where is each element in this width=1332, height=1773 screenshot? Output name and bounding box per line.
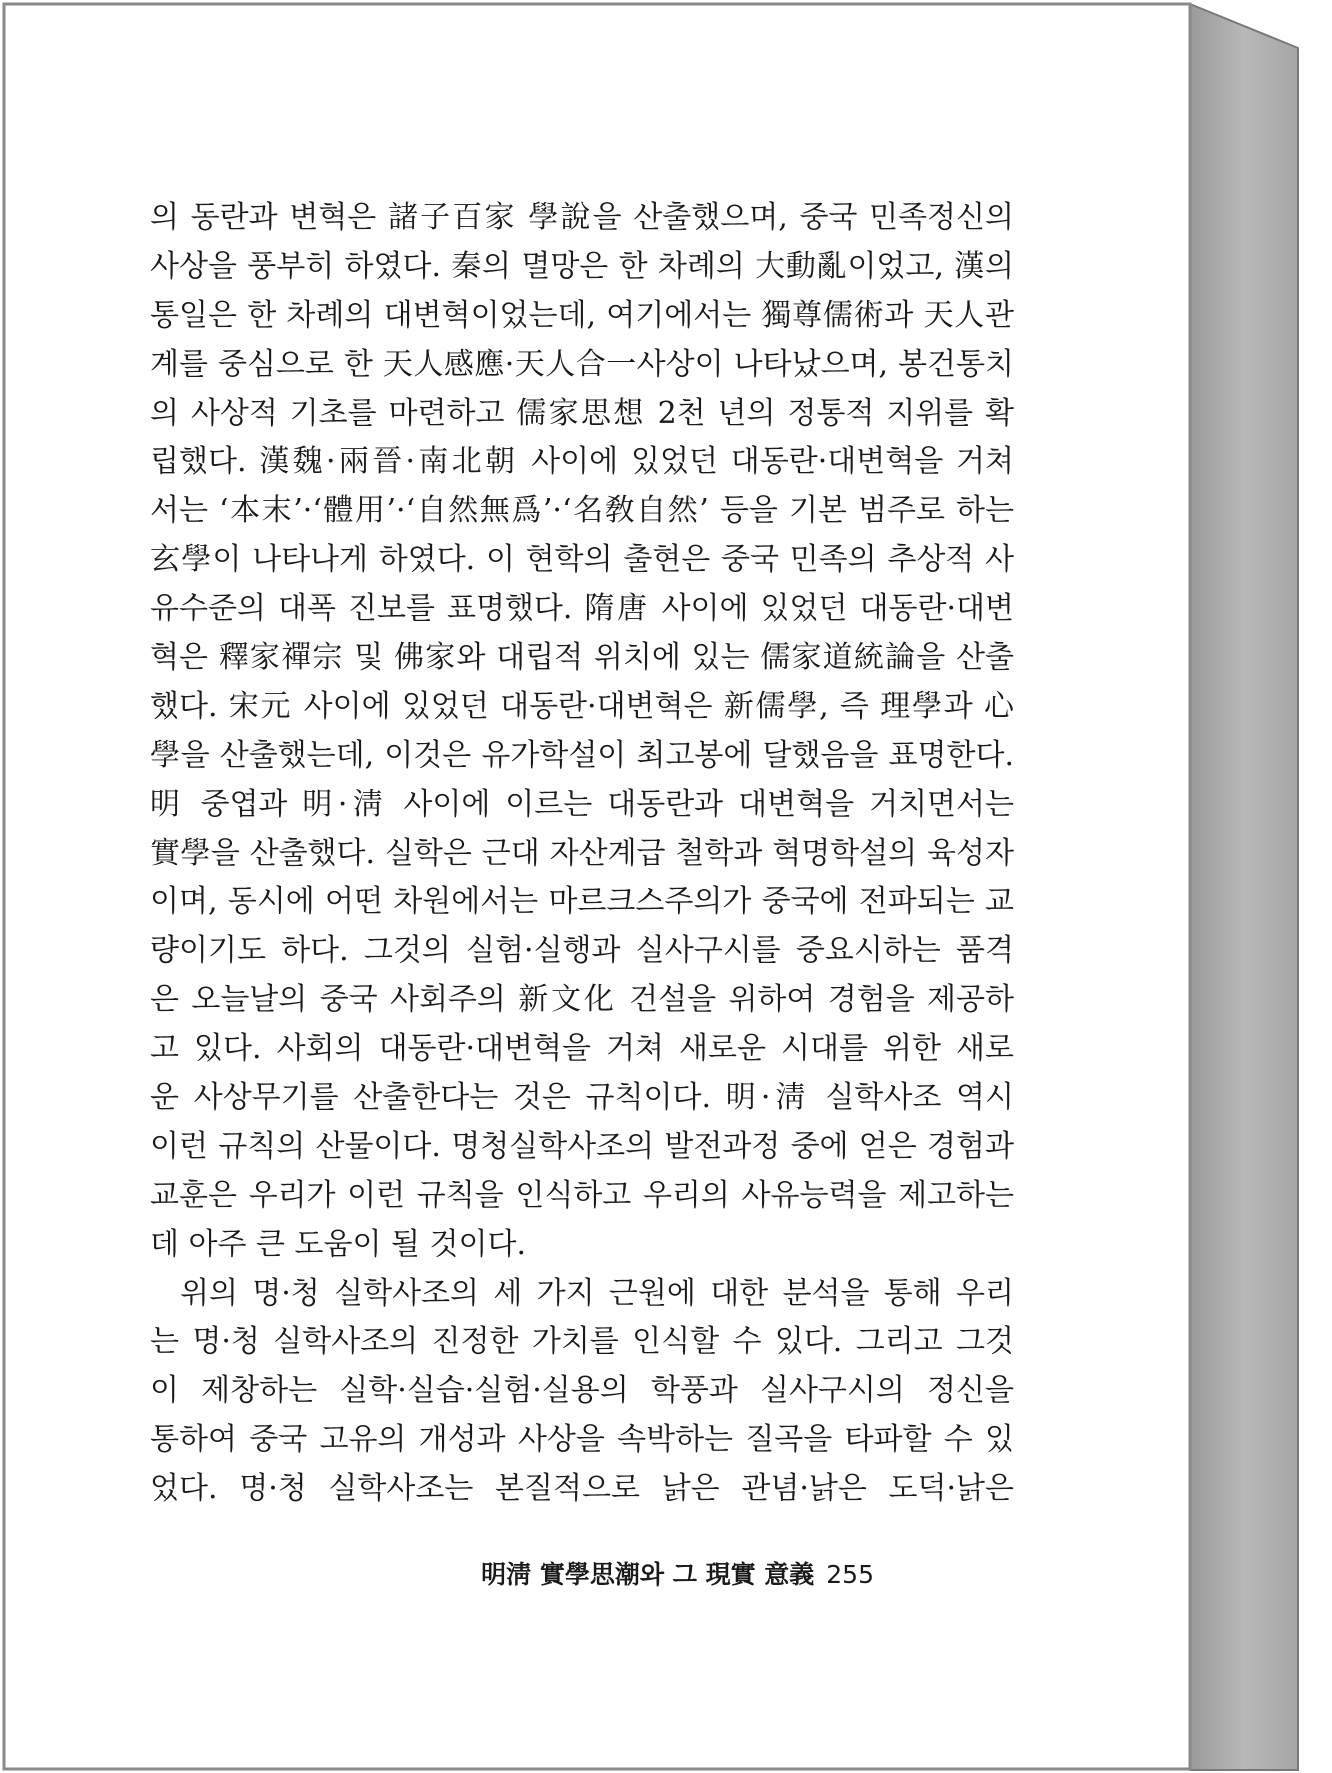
text-line: 이 제창하는 실학·실습·실험·실용의 학풍과 실사구시의 정신을 bbox=[150, 1373, 1014, 1409]
text-line: 의 동란과 변혁은 諸子百家 學說을 산출했으며, 중국 민족정신의 bbox=[150, 200, 1014, 235]
running-title: 明淸 實學思潮와 그 現實 意義 bbox=[481, 1560, 815, 1589]
text-line: 교훈은 우리가 이런 규칙을 인식하고 우리의 사유능력을 제고하는 bbox=[150, 1177, 1014, 1213]
text-line: 이며, 동시에 어떤 차원에서는 마르크스주의가 중국에 전파되는 교 bbox=[150, 884, 1014, 920]
text-line: 유수준의 대폭 진보를 표명했다. 隋唐 사이에 있었던 대동란·대변 bbox=[150, 591, 1014, 627]
text-line: 는 명·청 실학사조의 진정한 가치를 인식할 수 있다. 그리고 그것 bbox=[150, 1324, 1014, 1360]
text-line: 혁은 釋家禪宗 및 佛家와 대립적 위치에 있는 儒家道統論을 산출 bbox=[150, 640, 1014, 676]
text-line: 이런 규칙의 산물이다. 명청실학사조의 발전과정 중에 얻은 경험과 bbox=[150, 1128, 1014, 1164]
text-line: 玄學이 나타나게 하였다. 이 현학의 출현은 중국 민족의 추상적 사 bbox=[150, 542, 1014, 578]
text-line: 사상을 풍부히 하였다. 秦의 멸망은 한 차례의 大動亂이었고, 漢의 bbox=[150, 248, 1014, 284]
text-line-paragraph-end: 데 아주 큰 도움이 될 것이다. bbox=[150, 1226, 526, 1262]
text-line: 學을 산출했는데, 이것은 유가학설이 최고봉에 달했음을 표명한다. bbox=[150, 737, 1014, 773]
text-line: 통하여 중국 고유의 개성과 사상을 속박하는 질곡을 타파할 수 있 bbox=[150, 1422, 1014, 1458]
text-line: 서는 ‘本末’·‘體用’·‘自然無爲’·‘名敎自然’ 등을 기본 범주로 하는 bbox=[150, 493, 1014, 529]
text-line: 통일은 한 차례의 대변혁이었는데, 여기에서는 獨尊儒術과 天人관 bbox=[150, 297, 1014, 333]
text-line: 實學을 산출했다. 실학은 근대 자산계급 철학과 혁명학설의 육성자 bbox=[150, 835, 1014, 871]
text-line: 고 있다. 사회의 대동란·대변혁을 거쳐 새로운 시대를 위한 새로 bbox=[150, 1031, 1014, 1067]
text-line: 은 오늘날의 중국 사회주의 新文化 건설을 위하여 경험을 제공하 bbox=[150, 982, 1014, 1018]
text-line: 량이기도 하다. 그것의 실험·실행과 실사구시를 중요시하는 품격 bbox=[150, 933, 1014, 969]
text-line-paragraph-start: 위의 명·청 실학사조의 세 가지 근원에 대한 분석을 통해 우리 bbox=[180, 1275, 1014, 1311]
text-line: 립했다. 漢魏·兩晉·南北朝 사이에 있었던 대동란·대변혁을 거쳐 bbox=[150, 444, 1014, 480]
text-line: 의 사상적 기초를 마련하고 儒家思想 2천 년의 정통적 지위를 확 bbox=[150, 395, 1014, 431]
text-line: 계를 중심으로 한 天人感應·天人合一사상이 나타났으며, 봉건통치 bbox=[150, 346, 1014, 382]
text-line: 했다. 宋元 사이에 있었던 대동란·대변혁은 新儒學, 즉 理學과 心 bbox=[150, 688, 1014, 724]
page-footer bbox=[481, 1555, 874, 1591]
text-line: 운 사상무기를 산출한다는 것은 규칙이다. 明·淸 실학사조 역시 bbox=[150, 1080, 1014, 1116]
text-line: 明 중엽과 明·淸 사이에 이르는 대동란과 대변혁을 거치면서는 bbox=[150, 786, 1014, 822]
text-line: 었다. 명·청 실학사조는 본질적으로 낡은 관념·낡은 도덕·낡은 bbox=[150, 1471, 1014, 1507]
body-text bbox=[150, 194, 1014, 1514]
page-number: 255 bbox=[826, 1560, 874, 1589]
